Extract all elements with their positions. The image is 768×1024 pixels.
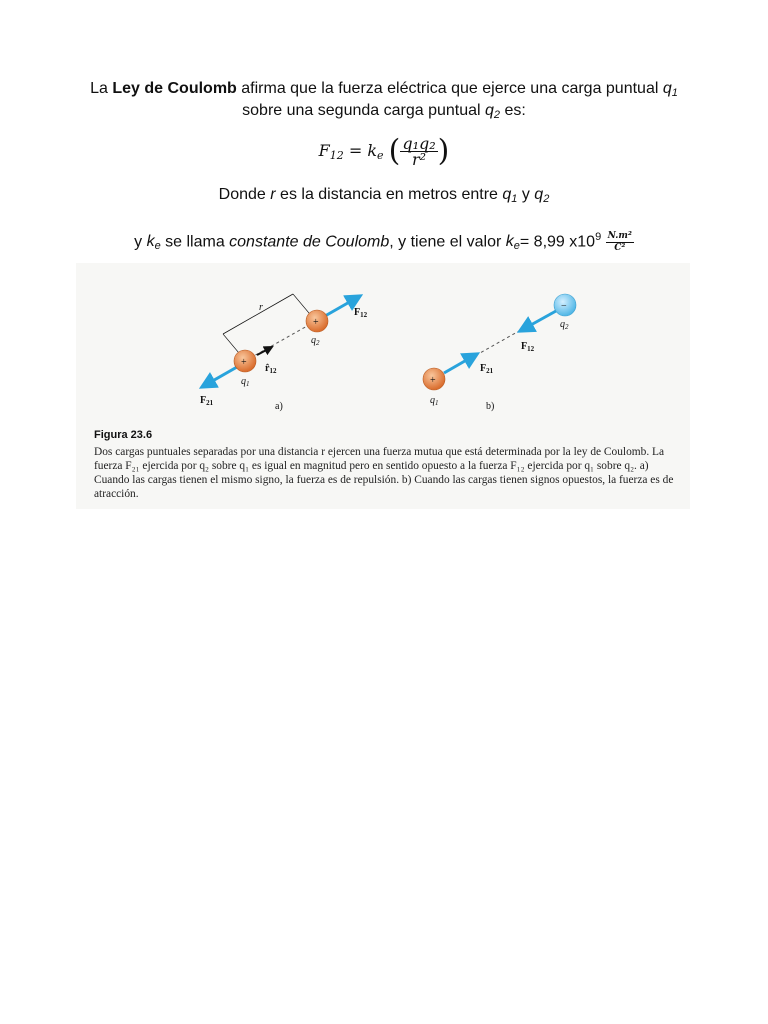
separation-line-a (245, 321, 316, 361)
unit-vector-arrow (257, 347, 272, 355)
formula-k: k (367, 141, 378, 160)
minus-sign: − (561, 301, 567, 312)
plus-sign: + (313, 317, 319, 328)
plus-sign: + (241, 357, 247, 368)
formula-fraction (400, 136, 437, 167)
formula-numerator: q₁q₂ (402, 134, 436, 153)
q1-label-a: $q_1$ (241, 376, 250, 388)
formula-k-sub: e (377, 149, 384, 162)
r12-label: $r̂_{12}$ (265, 363, 277, 375)
paren-close: ) (437, 133, 450, 169)
unit-numerator: N.m² (607, 230, 632, 241)
coulomb-formula (0, 133, 768, 169)
formula-denominator: r² (411, 150, 427, 169)
figure-title: Figura 23.6 (94, 429, 153, 441)
text: afirma que la fuerza eléctrica que ejerce una carga puntual (236, 80, 663, 97)
distance-indicator (223, 294, 293, 334)
distance-line: Donde r es la distancia en metros entre $q_1$ y $q_2$ (218, 186, 550, 205)
F12-arrow-b (520, 311, 556, 331)
q2-label-b: $q_2$ (560, 319, 569, 331)
figure-caption: Dos cargas puntuales separadas por una distancia r ejercen una fuerza mutua que está determinada por la ley de Coulomb. La fuerza F₂₁ ejercida por q₂ sobre q₁ es igual en magnitud pero en sentido opuesto a la fuerza F₁₂ ejercida por q₁ sobre q₂. a) Cuando las cargas tienen el mismo signo, la fuerza es de repulsión. b) Cuando las cargas tienen signos opuestos, la fuerza es de atracción. (94, 446, 674, 500)
r-symbol: r (270, 186, 276, 203)
unit-denominator: C² (614, 242, 626, 253)
ke-symbol: $k_e$ (146, 233, 161, 253)
text: La (90, 80, 113, 97)
q1-symbol: $q_1$ (662, 80, 678, 99)
constant-exponent: 9 (595, 231, 602, 243)
ke-symbol: $k_e$ (505, 233, 520, 253)
q2-symbol: $q_2$ (485, 102, 501, 121)
F21-label-a: $F_{21}$ (200, 395, 214, 407)
F12-label-b: $F_{12}$ (521, 341, 535, 353)
plus-sign: + (430, 375, 436, 386)
text: es: (500, 102, 526, 119)
figure-23-6 (76, 263, 690, 509)
F12-label-a: $F_{12}$ (354, 307, 368, 319)
q1-symbol: $q_1$ (502, 186, 518, 205)
r-label: r (259, 302, 263, 313)
constant-line: y $k_e$ se llama constante de Coulomb, y tiene el valor $k_e= 8,99$ $x10^9$ $\frac{\text{N.m²}}{\text{C²}}$ (134, 230, 632, 253)
formula-equals: = (343, 141, 368, 160)
panel-a (200, 294, 368, 412)
panel-a-label: a) (275, 401, 283, 412)
F21-label-b: $F_{21}$ (480, 363, 494, 375)
intro-line-2 (0, 100, 768, 126)
text: sobre una segunda carga puntual (242, 102, 486, 119)
constant-value: = 8,99 x10 (519, 233, 596, 251)
formula-lhs: F (318, 141, 330, 160)
paren-open: ( (388, 133, 401, 169)
q1-label-b: $q_1$ (430, 395, 439, 407)
panel-b (423, 294, 576, 412)
q2-symbol: $q_2$ (534, 186, 550, 205)
constant-name: constante de Coulomb (229, 233, 390, 251)
coulomb-diagram (76, 263, 690, 423)
F21-arrow-b (444, 354, 477, 373)
law-name: Ley de Coulomb (112, 80, 237, 97)
constant-unit (606, 231, 634, 254)
panel-b-label: b) (486, 401, 495, 412)
q2-label-a: $q_2$ (311, 335, 320, 347)
formula-lhs-sub: 12 (329, 149, 344, 162)
